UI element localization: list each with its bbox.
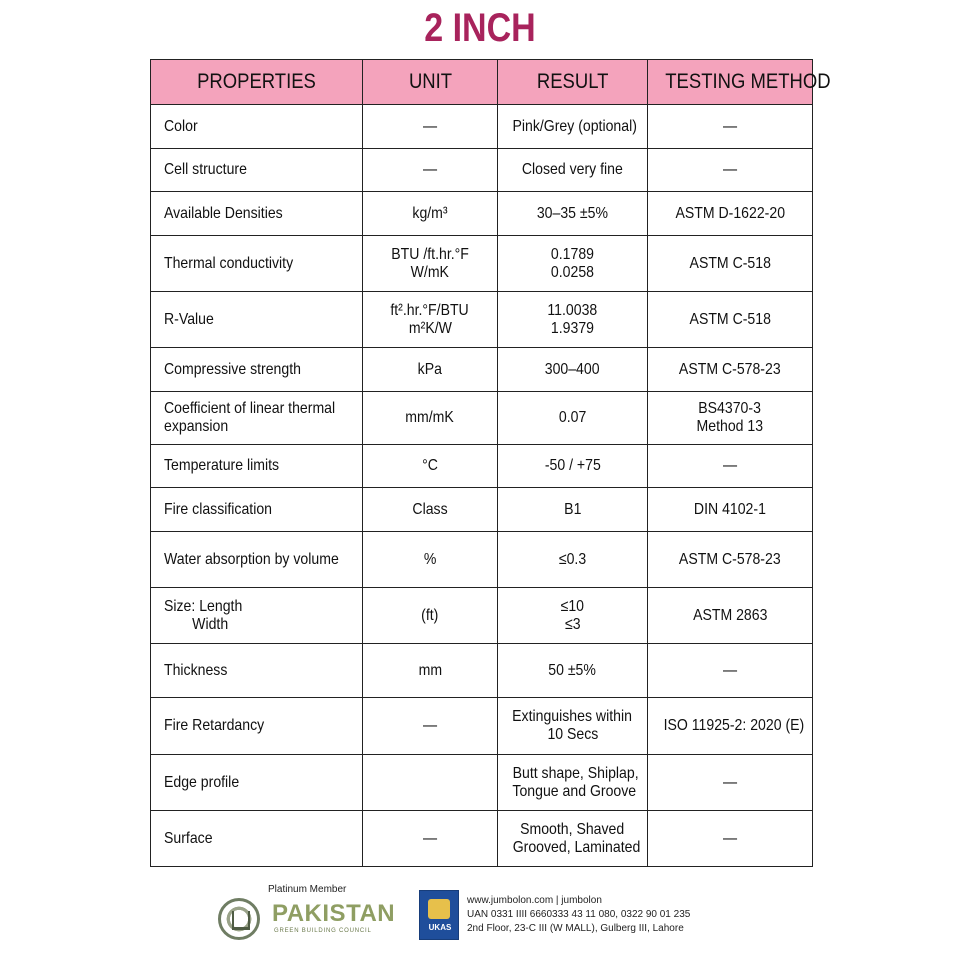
table-row — [151, 236, 813, 292]
gbc-member-label: Platinum Member — [268, 884, 347, 895]
cell-line: Butt shape, Shiplap, — [512, 764, 639, 782]
cell-line: ≤3 — [564, 615, 581, 633]
cell-result — [498, 811, 648, 867]
cell-testing-method — [648, 698, 813, 755]
cell-line: (ft) — [421, 606, 439, 624]
cell-line: Smooth, Shaved — [520, 820, 625, 838]
cell-unit — [363, 532, 498, 588]
cell-line: — — [722, 829, 738, 847]
cell-result — [498, 488, 648, 532]
contact-address: 2nd Floor, 23-C III (W MALL), Gulberg III, Lahore — [467, 923, 684, 934]
cell-unit — [363, 292, 498, 348]
cell-line: ft².hr.°F/BTU — [390, 301, 470, 319]
cell-property — [151, 488, 363, 532]
cell-line: ASTM C-518 — [689, 254, 771, 272]
cell-line: ASTM C-578-23 — [679, 550, 781, 568]
cell-line: Grooved, Laminated — [512, 838, 641, 856]
cell-line: — — [722, 457, 738, 474]
cell-property — [151, 532, 363, 588]
cell-line: °C — [422, 457, 438, 474]
cell-line: Closed very fine — [522, 161, 623, 178]
cell-result — [498, 105, 648, 149]
cell-property — [151, 292, 363, 348]
cell-line: kPa — [417, 360, 443, 378]
cell-line: Extinguishes within — [512, 708, 633, 725]
cell-property — [151, 644, 363, 698]
cell-testing-method — [648, 532, 813, 588]
cell-line: Edge profile — [164, 773, 240, 791]
cell-result — [498, 392, 648, 445]
table-row — [151, 588, 813, 644]
cell-line: — — [422, 117, 438, 135]
page-title: 2 INCH — [424, 6, 536, 50]
gbc-name: PAKISTAN — [272, 900, 396, 927]
header-unit: UNIT — [363, 60, 498, 105]
table-row — [151, 445, 813, 488]
cell-line: 0.07 — [558, 409, 587, 426]
cell-result — [498, 149, 648, 192]
cell-line: % — [423, 550, 437, 568]
cell-line: R-Value — [164, 310, 214, 328]
header-testing-method: TESTING METHOD — [648, 60, 813, 105]
cell-property — [151, 105, 363, 149]
cell-line: Class — [412, 500, 448, 518]
cell-line: Coefficient of linear thermal — [164, 400, 336, 417]
cell-line: DIN 4102-1 — [693, 500, 766, 518]
cell-line: — — [422, 161, 438, 178]
cell-line: ASTM D-1622-20 — [675, 204, 785, 222]
table-body — [151, 105, 813, 867]
gbc-subtitle: GREEN BUILDING COUNCIL — [274, 928, 372, 934]
cell-property — [151, 588, 363, 644]
cell-testing-method — [648, 488, 813, 532]
contact-info — [467, 894, 690, 936]
cell-line: ASTM C-578-23 — [679, 360, 781, 378]
cell-line: Available Densities — [164, 204, 283, 222]
cell-testing-method — [648, 392, 813, 445]
cell-result — [498, 532, 648, 588]
cell-result — [498, 192, 648, 236]
header-properties: PROPERTIES — [151, 60, 363, 105]
table-row — [151, 192, 813, 236]
cell-testing-method — [648, 192, 813, 236]
cell-line: 1.9379 — [550, 319, 595, 337]
gbc-seal-logo — [218, 898, 260, 940]
table-row — [151, 105, 813, 149]
cell-line: Cell structure — [164, 161, 247, 178]
cell-line: — — [422, 717, 438, 734]
cell-testing-method — [648, 292, 813, 348]
cell-line: Fire classification — [164, 500, 272, 518]
cell-property — [151, 811, 363, 867]
cell-unit — [363, 236, 498, 292]
cell-line: BTU /ft.hr.°F — [391, 245, 469, 263]
cell-unit — [363, 811, 498, 867]
cell-testing-method — [648, 105, 813, 149]
cell-testing-method — [648, 236, 813, 292]
cell-line: B1 — [563, 500, 582, 518]
cell-line: mm/mK — [405, 409, 455, 426]
cell-unit — [363, 488, 498, 532]
table-row — [151, 811, 813, 867]
cell-testing-method — [648, 149, 813, 192]
cell-property — [151, 192, 363, 236]
cell-line: ASTM C-518 — [689, 310, 771, 328]
cell-unit — [363, 192, 498, 236]
cell-result — [498, 348, 648, 392]
contact-phone: UAN 0331 IIII 6660333 43 11 080, 0322 90 01 235 — [467, 909, 691, 920]
cell-property — [151, 698, 363, 755]
table-row — [151, 488, 813, 532]
table-row — [151, 532, 813, 588]
cell-line: BS4370-3 — [698, 400, 762, 417]
table-row — [151, 644, 813, 698]
cell-line: 10 Secs — [547, 726, 598, 743]
cell-unit — [363, 698, 498, 755]
cell-unit — [363, 588, 498, 644]
cell-result — [498, 588, 648, 644]
cell-line: — — [722, 117, 738, 135]
cell-property — [151, 755, 363, 811]
cell-line: ASTM 2863 — [692, 606, 768, 624]
cell-line: Width — [192, 615, 229, 633]
cell-line: — — [722, 661, 738, 679]
cell-line: — — [722, 161, 738, 178]
cell-line: -50 / +75 — [544, 457, 601, 474]
header-result: RESULT — [498, 60, 648, 105]
cell-result — [498, 644, 648, 698]
cell-line: — — [722, 773, 738, 791]
cell-line: Size: Length — [164, 597, 243, 615]
cell-result — [498, 445, 648, 488]
cell-property — [151, 392, 363, 445]
table-row — [151, 149, 813, 192]
footer — [0, 884, 960, 954]
cell-testing-method — [648, 644, 813, 698]
cell-line: Thermal conductivity — [164, 254, 294, 272]
cell-line: Pink/Grey (optional) — [512, 117, 637, 135]
cell-testing-method — [648, 755, 813, 811]
cell-result — [498, 236, 648, 292]
cell-testing-method — [648, 588, 813, 644]
cell-result — [498, 755, 648, 811]
cell-line: 50 ±5% — [548, 661, 597, 679]
cell-line: Compressive strength — [164, 360, 301, 378]
cell-line: m²K/W — [408, 319, 452, 337]
cell-result — [498, 698, 648, 755]
cell-result — [498, 292, 648, 348]
cell-unit — [363, 149, 498, 192]
cell-property — [151, 348, 363, 392]
cell-line: 11.0038 — [547, 301, 598, 319]
cell-line: 0.0258 — [550, 263, 595, 281]
cell-unit — [363, 755, 498, 811]
crown-icon — [428, 899, 450, 919]
properties-table — [150, 59, 831, 867]
table-row — [151, 348, 813, 392]
ukas-label: UKAS — [428, 923, 452, 932]
cell-line: ≤10 — [560, 597, 585, 615]
cell-property — [151, 149, 363, 192]
table-row — [151, 292, 813, 348]
cell-unit — [363, 348, 498, 392]
cell-line: expansion — [164, 418, 229, 435]
table-row — [151, 755, 813, 811]
cell-testing-method — [648, 348, 813, 392]
cell-line: Color — [164, 117, 198, 135]
cell-testing-method — [648, 445, 813, 488]
cell-line: Thickness — [164, 661, 228, 679]
table-row — [151, 698, 813, 755]
cell-line: 30–35 ±5% — [536, 204, 609, 222]
cell-line: Tongue and Groove — [512, 782, 637, 800]
cell-line: Method 13 — [696, 418, 764, 435]
cell-testing-method — [648, 811, 813, 867]
cell-property — [151, 236, 363, 292]
cell-line: mm — [418, 661, 442, 679]
cell-unit — [363, 392, 498, 445]
cell-unit — [363, 644, 498, 698]
table-row — [151, 392, 813, 445]
cell-line: kg/m³ — [412, 204, 448, 222]
cell-property — [151, 445, 363, 488]
contact-website: www.jumbolon.com | jumbolon — [467, 895, 602, 906]
cell-unit — [363, 445, 498, 488]
cell-line: Surface — [164, 829, 213, 847]
cell-line: W/mK — [410, 263, 450, 281]
cell-line: ≤0.3 — [558, 550, 587, 568]
ukas-logo — [419, 890, 459, 940]
table-header-row — [151, 60, 813, 105]
cell-line: Fire Retardancy — [164, 717, 265, 734]
cell-line: ISO 11925-2: 2020 (E) — [663, 717, 805, 734]
cell-line: 300–400 — [545, 360, 600, 378]
cell-line: 0.1789 — [550, 245, 595, 263]
cell-unit — [363, 105, 498, 149]
cell-line: — — [422, 829, 438, 847]
cell-line: Temperature limits — [164, 457, 280, 474]
cell-line: Water absorption by volume — [164, 550, 339, 568]
